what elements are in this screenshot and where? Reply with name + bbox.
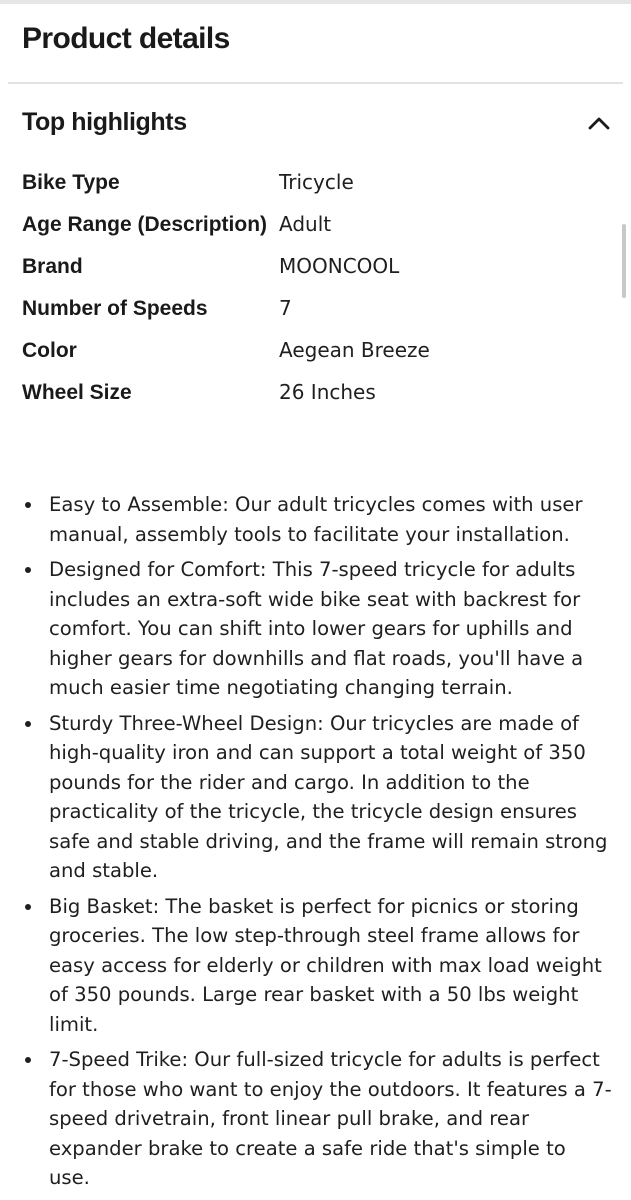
spec-value: Aegean Breeze [279, 338, 430, 362]
list-item [22, 892, 612, 1040]
highlight-text: Sturdy Three-Wheel Design: Our tricycles are made of high-quality iron and can support a total weight of 350 pounds for the rider and cargo. In addition to the practicality of the tricycle, the tricycle design ensures safe and stable driving, and the frame will remain strong and stable. [49, 711, 608, 882]
list-item [22, 1045, 612, 1193]
list-item [22, 555, 612, 703]
spec-name: Brand [22, 255, 83, 278]
list-item [22, 490, 612, 549]
spec-row [22, 210, 612, 239]
spec-row [22, 378, 612, 407]
highlight-text: Easy to Assemble: Our adult tricycles comes with user manual, assembly tools to facilitate your installation. [49, 493, 583, 546]
bullet-icon [25, 1057, 31, 1063]
bullet-icon [25, 567, 31, 573]
spec-name: Color [22, 339, 77, 362]
scrollbar-thumb[interactable] [622, 224, 626, 298]
spec-table [22, 168, 612, 420]
section-divider [8, 82, 623, 84]
spec-row [22, 252, 612, 281]
spec-value: MOONCOOL [279, 254, 400, 278]
spec-name: Age Range (Description) [22, 213, 268, 236]
bullet-icon [25, 721, 31, 727]
spec-row [22, 336, 612, 365]
bullet-icon [25, 904, 31, 910]
spec-value: Adult [279, 212, 332, 236]
spec-value: 7 [279, 296, 292, 320]
top-edge-divider [0, 0, 631, 4]
spec-name: Number of Speeds [22, 297, 208, 320]
highlight-text: 7-Speed Trike: Our full-sized tricycle for adults is perfect for those who want to enjoy the outdoors. It features a 7-speed drivetrain, front linear pull brake, and rear expander brake to create a safe ride that's simple to use. [49, 1048, 612, 1189]
spec-row [22, 294, 612, 323]
bullet-icon [25, 502, 31, 508]
highlights-list [22, 490, 612, 1199]
spec-value: Tricycle [279, 170, 354, 194]
spec-name: Wheel Size [22, 381, 132, 404]
spec-row [22, 168, 612, 197]
spec-name: Bike Type [22, 171, 120, 194]
highlight-text: Big Basket: The basket is perfect for picnics or storing groceries. The low step-through steel frame allows for easy access for elderly or children with max load weight of 350 pounds. Large rear basket with a 50 lbs weight limit. [49, 894, 602, 1036]
top-highlights-header[interactable] [0, 100, 631, 150]
section-title: Top highlights [22, 108, 187, 136]
list-item [22, 709, 612, 886]
spec-value: 26 Inches [279, 380, 376, 404]
highlight-text: Designed for Comfort: This 7-speed tricycle for adults includes an extra-soft wide bike seat with backrest for comfort. You can shift into lower gears for uphills and higher gears for downhills and flat roads, you'll have a much easier time negotiating changing terrain. [49, 558, 584, 699]
chevron-up-icon[interactable] [586, 110, 612, 136]
page-title: Product details [22, 22, 230, 55]
